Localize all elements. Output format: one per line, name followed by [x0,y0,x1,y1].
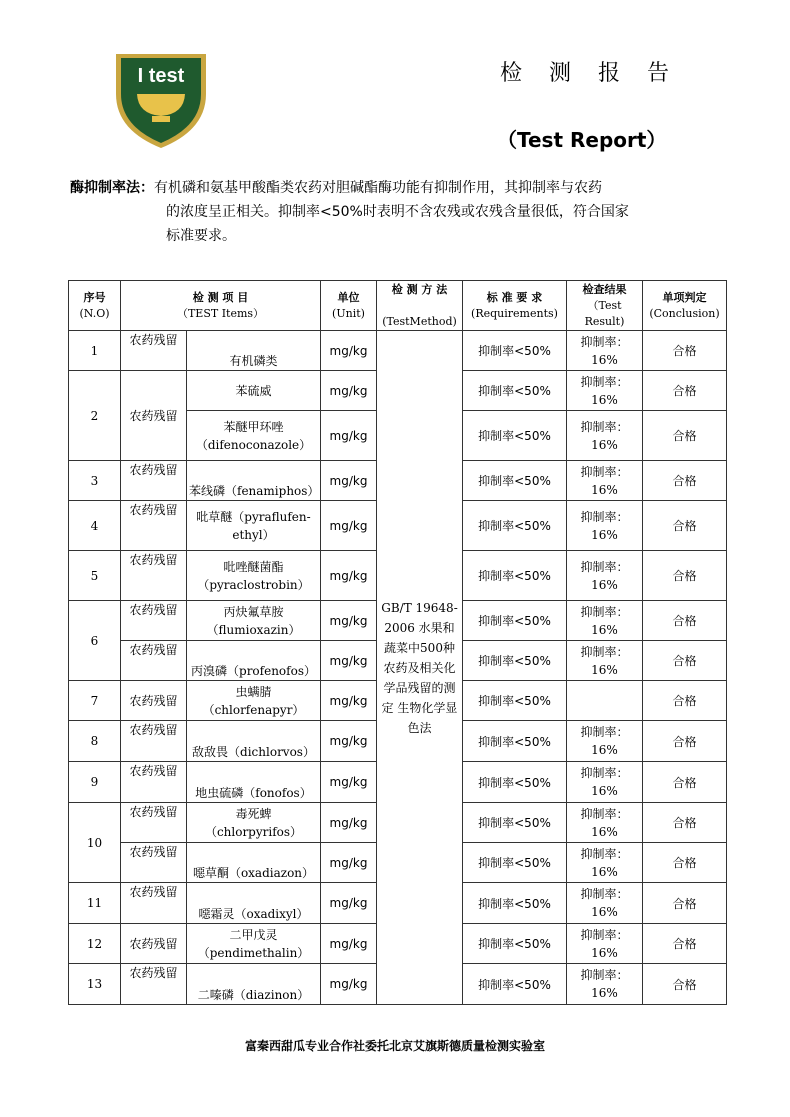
row-unit: mg/kg [321,924,377,964]
row-category: 农药残留 [121,883,187,924]
row-unit: mg/kg [321,843,377,883]
row-number: 3 [69,461,121,501]
row-number: 6 [69,601,121,681]
row-category: 农药残留 [121,843,187,883]
row-conclusion: 合格 [643,501,727,551]
row-unit: mg/kg [321,411,377,461]
row-unit: mg/kg [321,331,377,371]
row-number: 7 [69,681,121,721]
row-number: 11 [69,883,121,924]
row-item: 二甲戊灵 （pendimethalin） [187,924,321,964]
row-requirement: 抑制率<50% [463,803,567,843]
header-result: 检查结果 （Test Result) [567,281,643,331]
row-category: 农药残留 [121,803,187,843]
row-item: 苯醚甲环唑 （difenoconazole） [187,411,321,461]
row-conclusion: 合格 [643,924,727,964]
row-category: 农药残留 [121,371,187,461]
row-conclusion: 合格 [643,331,727,371]
row-conclusion: 合格 [643,411,727,461]
row-requirement: 抑制率<50% [463,762,567,803]
row-conclusion: 合格 [643,964,727,1005]
header-conclusion: 单项判定 (Conclusion) [643,281,727,331]
row-item: 有机磷类 [187,331,321,371]
row-category: 农药残留 [121,721,187,762]
row-requirement: 抑制率<50% [463,411,567,461]
row-category: 农药残留 [121,681,187,721]
row-unit: mg/kg [321,371,377,411]
header-requirements: 标 准 要 求 (Requirements) [463,281,567,331]
logo-text: I test [137,65,185,87]
row-number: 12 [69,924,121,964]
header-item: 检 测 项 目 （TEST Items） [121,281,321,331]
row-item: 噁草酮（oxadiazon） [187,843,321,883]
header-unit: 单位 (Unit) [321,281,377,331]
row-requirement: 抑制率<50% [463,964,567,1005]
row-conclusion: 合格 [643,721,727,762]
row-item: 吡草醚（pyraflufen- ethyl） [187,501,321,551]
row-result: 抑制率： 16% [567,924,643,964]
test-report-table [68,280,727,1005]
row-result: 抑制率： 16% [567,501,643,551]
table-row [69,331,727,371]
intro-label: 酶抑制率法： [70,180,154,196]
row-requirement: 抑制率<50% [463,641,567,681]
row-requirement: 抑制率<50% [463,601,567,641]
row-result: 抑制率： 16% [567,411,643,461]
row-item: 苯硫威 [187,371,321,411]
row-result: 抑制率： 16% [567,762,643,803]
row-number: 9 [69,762,121,803]
row-category: 农药残留 [121,331,187,371]
row-requirement: 抑制率<50% [463,721,567,762]
row-category: 农药残留 [121,461,187,501]
header-method: 检 测 方 法 (TestMethod) [377,281,463,331]
row-conclusion: 合格 [643,762,727,803]
row-requirement: 抑制率<50% [463,924,567,964]
row-requirement: 抑制率<50% [463,843,567,883]
row-item: 苯线磷（fenamiphos） [187,461,321,501]
row-number: 2 [69,371,121,461]
row-item: 二嗪磷（diazinon） [187,964,321,1005]
report-title-en: （Test Report） [497,128,667,152]
row-conclusion: 合格 [643,551,727,601]
row-conclusion: 合格 [643,641,727,681]
row-item: 虫螨腈 （chlorfenapyr） [187,681,321,721]
row-unit: mg/kg [321,721,377,762]
row-unit: mg/kg [321,964,377,1005]
row-number: 1 [69,331,121,371]
row-category: 农药残留 [121,924,187,964]
row-conclusion: 合格 [643,371,727,411]
report-title-cn: 检 测 报 告 [500,61,679,86]
header-row [69,281,727,331]
header-seq: 序号 (N.O) [69,281,121,331]
row-result: 抑制率： 16% [567,371,643,411]
method-intro [70,176,710,248]
row-result: 抑制率： 16% [567,803,643,843]
row-unit: mg/kg [321,641,377,681]
row-requirement: 抑制率<50% [463,883,567,924]
row-number: 8 [69,721,121,762]
row-number: 13 [69,964,121,1005]
row-category: 农药残留 [121,601,187,641]
footer-lab-note: 富秦西甜瓜专业合作社委托北京艾旗斯德质量检测实验室 [244,1039,545,1053]
row-requirement: 抑制率<50% [463,371,567,411]
row-unit: mg/kg [321,461,377,501]
row-result: 抑制率： 16% [567,551,643,601]
row-requirement: 抑制率<50% [463,681,567,721]
row-conclusion: 合格 [643,601,727,641]
row-number: 5 [69,551,121,601]
row-conclusion: 合格 [643,681,727,721]
row-result: 抑制率： 16% [567,641,643,681]
row-conclusion: 合格 [643,461,727,501]
row-category: 农药残留 [121,964,187,1005]
intro-line3: 标准要求。 [166,228,236,244]
row-item: 丙溴磷（profenofos） [187,641,321,681]
row-item: 丙炔氟草胺 （flumioxazin） [187,601,321,641]
row-unit: mg/kg [321,501,377,551]
row-unit: mg/kg [321,803,377,843]
row-item: 噁霜灵（oxadixyl） [187,883,321,924]
test-method: GB/T 19648-2006 水果和蔬菜中500种农药及相关化学品残留的测定 生物化学显色法 [377,331,463,1005]
row-unit: mg/kg [321,762,377,803]
row-category: 农药残留 [121,641,187,681]
row-conclusion: 合格 [643,843,727,883]
row-requirement: 抑制率<50% [463,551,567,601]
row-unit: mg/kg [321,601,377,641]
row-requirement: 抑制率<50% [463,331,567,371]
row-result: 抑制率： 16% [567,461,643,501]
row-item: 毒死蜱 （chlorpyrifos） [187,803,321,843]
row-category: 农药残留 [121,551,187,601]
row-result: 抑制率： 16% [567,721,643,762]
intro-line2: 的浓度呈正相关。抑制率<50%时表明不含农残或农残含量很低，符合国家 [166,204,629,220]
row-conclusion: 合格 [643,883,727,924]
row-item: 地虫硫磷（fonofos） [187,762,321,803]
row-number: 4 [69,501,121,551]
row-result: 抑制率： 16% [567,964,643,1005]
row-category: 农药残留 [121,501,187,551]
row-conclusion: 合格 [643,803,727,843]
row-result: 抑制率： 16% [567,331,643,371]
row-item: 敌敌畏（dichlorvos） [187,721,321,762]
row-requirement: 抑制率<50% [463,461,567,501]
i-test-logo-icon [112,50,210,150]
row-unit: mg/kg [321,551,377,601]
row-item: 吡唑醚菌酯 （pyraclostrobin） [187,551,321,601]
row-requirement: 抑制率<50% [463,501,567,551]
row-category: 农药残留 [121,762,187,803]
row-result: 抑制率： 16% [567,601,643,641]
row-unit: mg/kg [321,883,377,924]
row-result: 抑制率： 16% [567,883,643,924]
row-number: 10 [69,803,121,883]
intro-line1: 有机磷和氨基甲酸酯类农药对胆碱酯酶功能有抑制作用，其抑制率与农药 [154,180,602,196]
row-unit: mg/kg [321,681,377,721]
row-result [567,681,643,721]
row-result: 抑制率： 16% [567,843,643,883]
